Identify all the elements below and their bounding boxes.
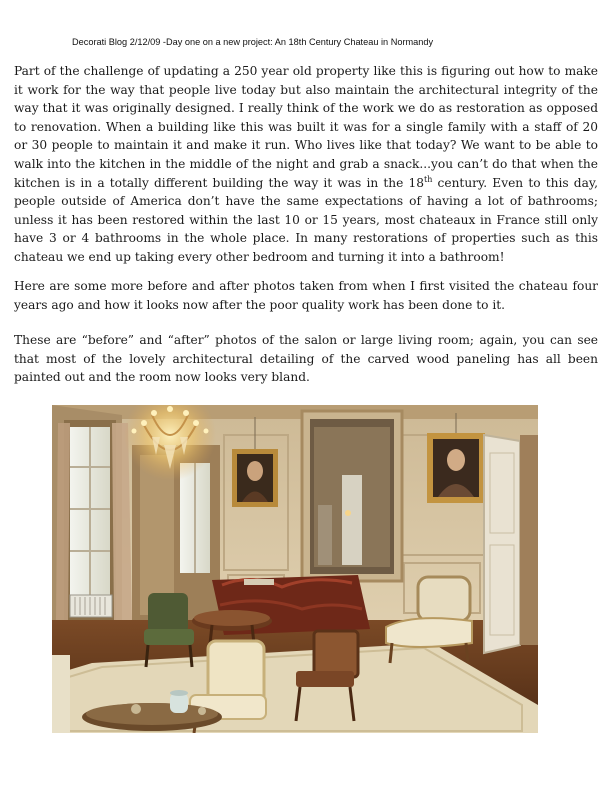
paragraph-2: Here are some more before and after photos taken from when I first visited the chateau four years ago and how it looks now after the poor quality work has been done to it. [14,279,598,312]
ordinal-superscript: th [424,174,433,184]
paragraph-1 [14,62,598,267]
paragraph-1-text-continued: century. Even to this day, people outside of America don’t have the same expectations of having a lot of bathrooms; unless it has been restored within the last 10 or 15 years, most chateaux in France still only have 3 or 4 bathrooms in the whole place. In many restorations of properties such as this chateau we end up taking every other bedroom and turning it into a bathroom! [14,175,598,264]
paragraph-3: These are “before” and “after” photos of the salon or large living room; again, you can see that most of the lovely architectural detailing of the carved wood paneling has all been painted out and the room now looks very bland. [14,333,598,385]
salon-photo [52,405,538,733]
open-door [484,435,520,653]
page-header: Decorati Blog 2/12/09 -Day one on a new project: An 18th Century Chateau in Normandy [72,37,434,47]
paragraph-1-text: Part of the challenge of updating a 250 year old property like this is figuring out how to make it work for the way that people live today but also maintain the architectural integrity of the way that it was originally designed. I really think of the work we do as restoration as opposed to renovation. When a building like this was built it was for a single family with a staff of 20 or 30 people to maintain it and make it run. Who lives like that today? We want to be able to walk into the kitchen in the middle of the night and grab a snack...you can’t do that when the kitchen is in a totally different building the way it was in the 18 [14,64,598,190]
